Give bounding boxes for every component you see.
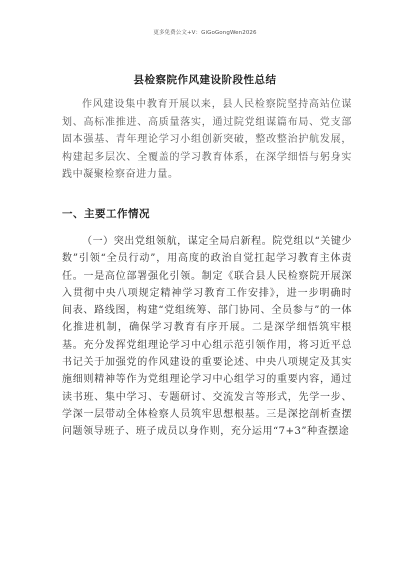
intro-paragraph: 作风建设集中教育开展以来，县人民检察院坚持高站位谋划、高标准推进、高质量落实，通过院党组谋篇布局、党支部固本强基、青年理论学习小组创新突破，整改整治护航发展，构建起多层次、全覆盖的学习教育体系，在深学细悟与躬身实践中凝聚检察奋进力量。 xyxy=(62,99,352,180)
section-heading: 一、主要工作情况 xyxy=(62,208,150,220)
header-watermark: 更多免费公文+V：GiGoGongWen2026 xyxy=(153,30,257,36)
document-title: 县检察院作风建设阶段性总结 xyxy=(133,74,277,86)
section-body-paragraph: （一）突出党组领航，谋定全局启新程。院党组以“关键少数”引领“全员行动”，用高度的政治自觉扛起学习教育主体责任。一是高位部署强化引领。制定《联合县人民检察院开展深入贯彻中央八项规定精神学习教育工作安排》，进一步明确时间表、路线图，构建“党组统筹、部门协同、全员参与”的一体化推进机制，确保学习教育有序开展。二是深学细悟筑牢根基。充分发挥党组理论学习中心组示范引领作用，将习近平总书记关于加强党的作风建设的重要论述、中央八项规定及其实施细则精神等作为党组理论学习中心组学习的重要内容，通过读书班、集中学习、专题研讨、交流发言等形式，先学一步、学深一层带动全体检察人员筑牢思想根基。三是深挖剖析查摆问题领导班子、班子成员以身作则，充分运用“7+3”种查摆途 xyxy=(62,236,352,438)
